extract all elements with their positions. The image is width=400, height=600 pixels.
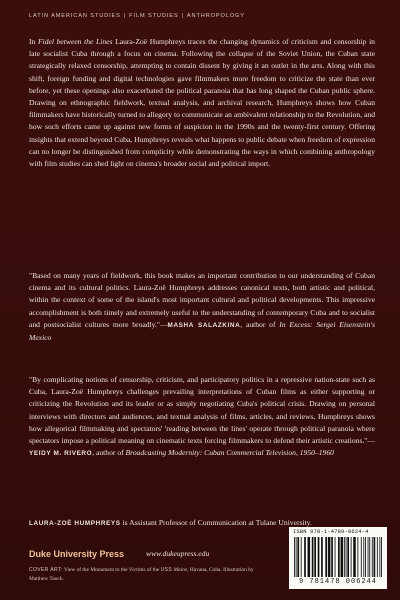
blurb-author: YEIDY M. RIVERO bbox=[29, 450, 93, 458]
publisher-url: www.dukeupress.edu bbox=[146, 549, 210, 558]
barcode-bar bbox=[297, 537, 299, 577]
barcode-bar bbox=[341, 537, 344, 577]
barcode-bar bbox=[328, 537, 331, 577]
barcode-bar bbox=[347, 537, 349, 577]
barcode-bar bbox=[321, 537, 323, 577]
barcode-bar bbox=[372, 537, 373, 577]
series-subjects bbox=[29, 13, 245, 19]
barcode-bar bbox=[312, 537, 314, 577]
isbn-barcode bbox=[289, 527, 387, 589]
barcode-bar bbox=[318, 537, 320, 577]
barcode-bar bbox=[296, 537, 297, 577]
series-separator: | bbox=[181, 13, 184, 19]
blurb-text: "Based on many years of fieldwork, this book makes an important contribution to our understanding of Cuban cinema and its cultural politics. Laura-Zoë Humphreys addresses canonical texts, both artistic and political, within the context of some of the island's most important cultural and political developments. This impressive accomplishment is both timely and extremely useful to the understanding of contemporary Cuba and to socialist and postsocialist cultures more broadly."— bbox=[29, 271, 375, 329]
series-item: FILM STUDIES bbox=[129, 13, 179, 19]
book-title: Fidel between the Lines bbox=[37, 37, 113, 46]
barcode-bar bbox=[379, 537, 380, 577]
barcode-bar bbox=[325, 537, 327, 577]
credit-text-after: , Havana, Cuba. Illustration by Matthew Tauch. bbox=[29, 567, 254, 582]
blurb-quote bbox=[29, 374, 375, 460]
barcode-bar bbox=[353, 537, 356, 577]
credit-text: View of the Monument to the Victims of the bbox=[62, 567, 161, 573]
series-separator: | bbox=[123, 13, 127, 19]
author-name: LAURA-ZOË HUMPHREYS bbox=[29, 520, 121, 527]
barcode-bar bbox=[314, 537, 316, 577]
barcode-bar bbox=[381, 537, 382, 577]
barcode-bar bbox=[368, 537, 369, 577]
barcode-bar bbox=[361, 537, 362, 577]
barcode-bar bbox=[308, 537, 311, 577]
barcode-bar bbox=[335, 537, 336, 577]
barcode-bar bbox=[374, 537, 376, 577]
isbn-label: ISBN 978-1-4780-0624-4 bbox=[293, 529, 369, 535]
barcode-digits: 9 781478 006244 bbox=[298, 578, 377, 586]
blurb-author: MASHA SALAZKINA bbox=[167, 321, 241, 329]
blurb-affiliation-title: Broadcasting Modernity: Cuban Commercial Television, 1950–1960 bbox=[125, 448, 334, 458]
description-lead: In bbox=[29, 37, 38, 46]
series-item: ANTHROPOLOGY bbox=[186, 13, 245, 19]
ship-name: Maine bbox=[172, 567, 188, 573]
credit-label: COVER ART: bbox=[29, 567, 63, 573]
book-description bbox=[29, 36, 375, 170]
barcode-bar bbox=[294, 537, 295, 577]
blurb-text: "By complicating notions of censorship, criticism, and participatory politics in a repressive nation-state such as Cuba, Laura-Zoë Humphreys challenges prevailing interpretations of Cuban films as either supporting or criticizing the Revolution and its leader or as simply negotiating Cuba's political crisis. Drawing on personal interviews with directors and audiences, and textual analysis of films, articles, and reviews, Humphreys shows how allegorical filmmaking and spectators' 'reading between the lines' operate through political paranoia where spectators impose a political meaning on cinematic texts forcing filmmakers to defend their artistic creations."— bbox=[29, 375, 375, 446]
barcode-bar bbox=[357, 537, 358, 577]
series-item: LATIN AMERICAN STUDIES bbox=[29, 13, 121, 19]
barcode-bar bbox=[351, 537, 352, 577]
barcode-bar bbox=[369, 537, 370, 577]
barcode-bar bbox=[304, 537, 306, 577]
author-bio-text: is Assistant Professor of Communication at Tulane University. bbox=[120, 518, 312, 527]
barcode-bar bbox=[365, 537, 366, 577]
blurb-affiliation-prefix: , author of bbox=[92, 448, 126, 458]
description-body: Laura-Zoë Humphreys traces the changing dynamics of criticism and censorship in late socialist Cuba through a focus on cinema. Following the collapse of the Soviet Union, the Cuban state strategically relaxed censorship, attempting to contain dissent by giving it an outlet in the arts. Along with this shift, foreign funding and digital technologies gave filmmakers more freedom to criticize the state than ever before, yet these openings also exacerbated the political paranoia that has long shaped the Cuban public sphere. Drawing on ethnographic fieldwork, textual analysis, and archival research, Humphreys shows how Cuban filmmakers have historically turned to allegory to communicate an ambivalent relationship to the Revolution, and how such efforts came up against new forms of suspicion in the 1990s and the twenty-first century. Offering insights that extend beyond Cuba, Humphreys reveals what happens to public debate when freedom of expression can no longer be distinguished from complicity while demonstrating the ways in which combining anthropology with film studies can shed light on cinema's broader social and political import. bbox=[29, 37, 375, 169]
barcode-bar bbox=[301, 537, 302, 577]
blurb-quote bbox=[29, 270, 375, 344]
barcode-bar bbox=[344, 537, 345, 577]
barcode-bars bbox=[294, 537, 382, 577]
blurb-affiliation-title: In Excess: Sergei Eisenstein's Mexico bbox=[29, 319, 376, 343]
publisher-name: Duke University Press bbox=[29, 549, 125, 559]
barcode-bar bbox=[338, 537, 340, 577]
blurb-affiliation-prefix: , author of bbox=[240, 319, 280, 329]
barcode-bar bbox=[331, 537, 333, 577]
barcode-bar bbox=[363, 537, 364, 577]
barcode-bar bbox=[346, 537, 347, 577]
barcode-bar bbox=[377, 537, 378, 577]
ship-prefix: USS bbox=[160, 567, 173, 573]
cover-art-credit bbox=[29, 566, 259, 583]
